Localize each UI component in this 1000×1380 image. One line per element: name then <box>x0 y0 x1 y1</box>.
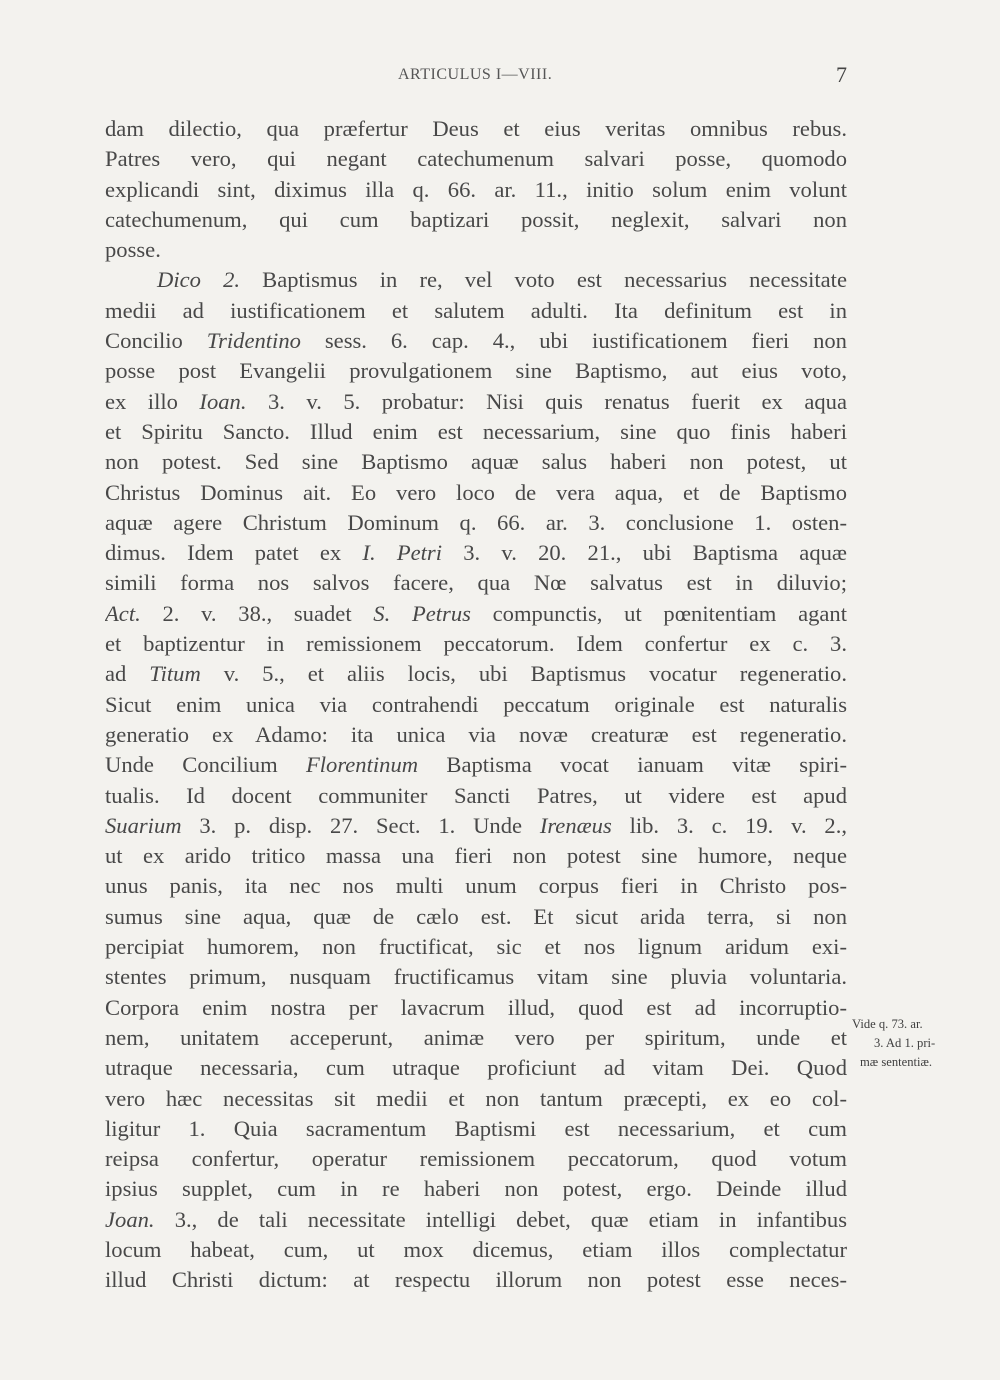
text-line <box>105 175 847 205</box>
text-segment: Patres vero, qui negant catechumenum salvari posse, quomodo <box>105 146 847 172</box>
text-segment: nem, unitatem acceperunt, animæ vero per spiritum, unde et <box>105 1024 847 1050</box>
italic-term: Suarium <box>105 812 182 838</box>
text-line <box>105 993 847 1023</box>
running-head-title: ARTICULUS I—VIII. <box>398 66 553 83</box>
text-line <box>105 235 847 265</box>
text-segment: stentes primum, nusquam fructificamus vitam sine pluvia voluntaria. <box>105 964 847 990</box>
text-line <box>105 599 847 629</box>
margin-note-line: 3. Ad 1. pri- <box>874 1036 936 1050</box>
text-segment: et baptizentur in remissionem peccatorum. Idem confertur ex c. 3. <box>105 631 847 657</box>
text-segment: ut ex arido tritico massa una fieri non potest sine humore, neque <box>105 843 847 869</box>
text-line <box>105 781 847 811</box>
text-segment: lib. 3. c. 19. v. 2., <box>611 812 847 838</box>
italic-term: Titum <box>149 661 201 687</box>
margin-note-line: Vide q. 73. ar. <box>852 1017 923 1031</box>
text-line <box>105 1053 847 1083</box>
margin-note <box>852 1015 970 1072</box>
italic-term: S. Petrus <box>373 600 471 626</box>
text-segment: medii ad iustificationem et salutem adulti. Ita definitum est in <box>105 297 847 323</box>
text-segment: ad <box>105 661 150 687</box>
text-segment: 3. v. 5. probatur: Nisi quis renatus fuerit ex aqua <box>246 388 847 414</box>
text-segment: ipsius supplet, cum in re haberi non potest, ergo. Deinde illud <box>105 1176 847 1202</box>
text-line <box>105 720 847 750</box>
text-segment: percipiat humorem, non fructificat, sic et nos lignum aridum exi- <box>105 934 847 960</box>
margin-note-line: mæ sententiæ. <box>860 1055 933 1069</box>
text-segment: 3. p. disp. 27. Sect. 1. Unde <box>181 812 540 838</box>
text-segment: simili forma nos salvos facere, qua Nœ salvatus est in diluvio; <box>105 570 847 596</box>
italic-term: I. Petri <box>362 540 442 566</box>
text-line <box>105 296 847 326</box>
text-segment: compunctis, ut pœnitentiam agant <box>470 600 847 626</box>
text-segment: posse. <box>105 237 161 263</box>
text-segment: unus panis, ita nec nos multi unum corpus fieri in Christo pos- <box>105 873 847 899</box>
text-segment: vero hæc necessitas sit medii et non tantum præcepti, ex eo col- <box>105 1085 847 1111</box>
text-line <box>105 841 847 871</box>
text-segment: explicandi sint, diximus illa q. 66. ar. 11., initio solum enim volunt <box>105 176 847 202</box>
text-segment: 2. v. 38., suadet <box>140 600 374 626</box>
italic-term: Tridentino <box>206 328 301 354</box>
text-line <box>105 690 847 720</box>
text-segment: Baptismus in re, vel voto est necessarius necessitate <box>240 267 847 293</box>
text-line <box>105 629 847 659</box>
text-segment: Baptisma vocat ianuam vitæ spiri- <box>418 752 847 778</box>
text-line <box>105 1114 847 1144</box>
text-line <box>105 265 847 295</box>
text-segment: illud Christi dictum: at respectu illorum non potest esse neces- <box>105 1267 847 1293</box>
text-segment: Unde Concilium <box>105 752 306 778</box>
body-text <box>105 114 847 1296</box>
text-segment: tualis. Id docent communiter Sancti Patres, ut videre est apud <box>105 782 847 808</box>
text-line <box>105 387 847 417</box>
page-number: 7 <box>836 62 847 87</box>
text-line <box>105 447 847 477</box>
text-segment: dam dilectio, qua præfertur Deus et eius veritas omnibus rebus. <box>105 116 847 141</box>
text-line <box>105 1174 847 1204</box>
text-segment: sess. 6. cap. 4., ubi iustificationem fieri non <box>300 328 847 354</box>
text-segment: posse post Evangelii provulgationem sine Baptismo, aut eius voto, <box>105 358 847 384</box>
text-line <box>105 538 847 568</box>
text-segment: non potest. Sed sine Baptismo aquæ salus haberi non potest, ut <box>105 449 847 475</box>
text-line <box>105 205 847 235</box>
text-segment: catechumenum, qui cum baptizari possit, neglexit, salvari non <box>105 206 847 232</box>
italic-term: Act. <box>105 600 141 626</box>
text-segment: utraque necessaria, cum utraque proficiunt ad vitam Dei. Quod <box>105 1055 847 1081</box>
text-line <box>105 1144 847 1174</box>
text-line <box>105 1235 847 1265</box>
text-segment: sumus sine aqua, quæ de cælo est. Et sicut arida terra, si non <box>105 903 847 929</box>
italic-term: Ioan. <box>199 388 247 414</box>
text-segment: aquæ agere Christum Dominum q. 66. ar. 3. conclusione 1. osten- <box>105 509 847 535</box>
text-segment: Christus Dominus ait. Eo vero loco de vera aqua, et de Baptismo <box>105 479 847 505</box>
text-segment: Sicut enim unica via contrahendi peccatum originale est naturalis <box>105 691 847 717</box>
text-line <box>105 1084 847 1114</box>
text-line <box>105 1205 847 1235</box>
text-line <box>105 902 847 932</box>
text-line <box>105 568 847 598</box>
text-segment: Corpora enim nostra per lavacrum illud, quod est ad incorruptio- <box>105 994 847 1020</box>
text-line <box>105 1265 847 1295</box>
text-segment: reipsa confertur, operatur remissionem peccatorum, quod votum <box>105 1146 847 1172</box>
italic-term: Joan. <box>105 1206 155 1232</box>
text-segment: ex illo <box>105 388 200 414</box>
text-line <box>105 871 847 901</box>
text-line <box>105 932 847 962</box>
text-segment: dimus. Idem patet ex <box>105 540 363 566</box>
text-segment: generatio ex Adamo: ita unica via novæ creaturæ est regeneratio. <box>105 721 847 747</box>
text-line <box>105 114 847 144</box>
text-line <box>105 417 847 447</box>
italic-term: Irenæus <box>539 812 612 838</box>
text-line <box>105 962 847 992</box>
text-line <box>105 478 847 508</box>
text-line <box>105 659 847 689</box>
text-line <box>105 1023 847 1053</box>
italic-term: Florentinum <box>305 752 419 778</box>
text-line <box>105 326 847 356</box>
text-segment: et Spiritu Sancto. Illud enim est necessarium, sine quo finis haberi <box>105 418 847 444</box>
text-segment: v. 5., et aliis locis, ubi Baptismus vocatur regeneratio. <box>200 661 847 687</box>
text-line <box>105 508 847 538</box>
italic-term: Dico 2. <box>157 267 241 293</box>
text-segment: ligitur 1. Quia sacramentum Baptismi est necessarium, et cum <box>105 1115 847 1141</box>
text-segment: locum habeat, cum, ut mox dicemus, etiam illos complectatur <box>105 1236 847 1262</box>
text-line <box>105 144 847 174</box>
text-segment: 3., de tali necessitate intelligi debet, quæ etiam in infantibus <box>154 1206 847 1232</box>
running-head <box>0 62 1000 92</box>
text-line <box>105 811 847 841</box>
text-line <box>105 356 847 386</box>
text-segment: Concilio <box>105 328 207 354</box>
text-line <box>105 750 847 780</box>
text-segment: 3. v. 20. 21., ubi Baptisma aquæ <box>442 540 847 566</box>
